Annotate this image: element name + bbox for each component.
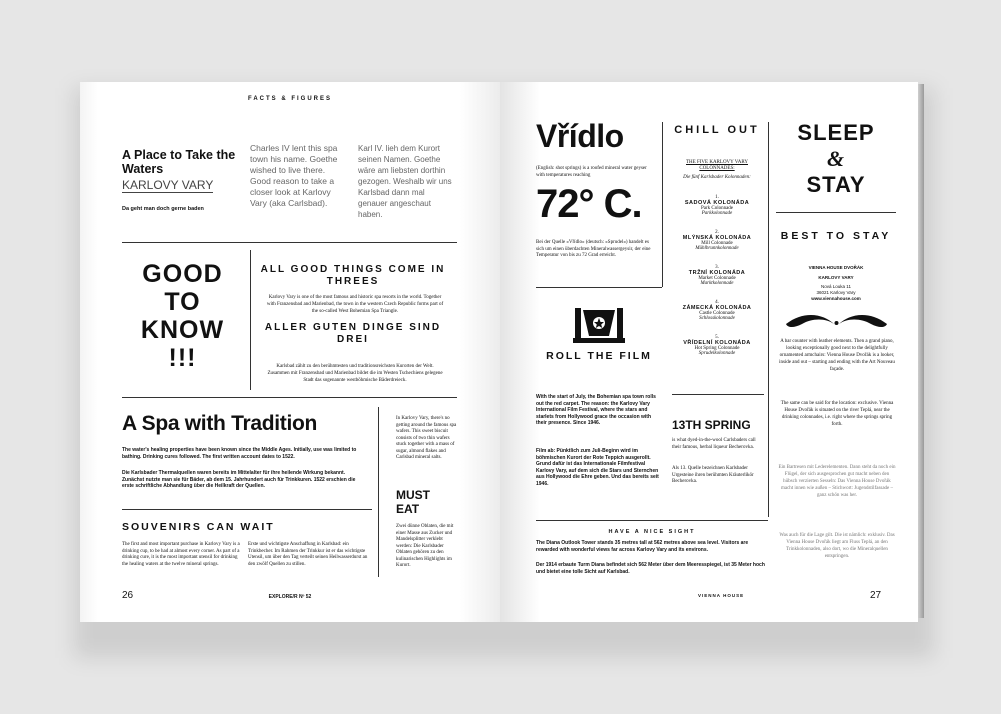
colonnade-name: SADOVÁ KOLONÁDA: [684, 200, 750, 206]
vridlo-title: Vřídlo: [536, 118, 624, 154]
tradition-title: A Spa with Tradition: [122, 412, 318, 435]
good-to-know-line: KNOW: [140, 316, 225, 344]
right-page: [500, 82, 918, 622]
colonnade-name: VŘÍDELNÍ KOLONÁDA: [683, 340, 751, 346]
must-eat-title: MUST EAT: [396, 488, 430, 516]
colonnade-name: MLÝNSKÁ KOLONÁDA: [682, 235, 752, 241]
section-header: FACTS & FIGURES: [247, 96, 332, 102]
divider: [122, 242, 457, 243]
tradition-german: Die Karlsbader Thermalquellen waren bereits im Mittelalter für ihre heilende Wirkung bekannt. Zunächst nutzte man sie für Bäder, ab dem 15. Jahrhundert auch für Trinkkuren. 1522 erschien die erste schriftliche Abhandlung über die Heilkraft der Quellen.: [122, 470, 356, 489]
good-to-know: [120, 260, 245, 372]
threes-en-body: Karlovy Vary is one of the most famous and historic spa resorts in the world. Together with Franzensbad and Marienbad, the town in the western Czech Republic forms part of the so-called West Bohemian Spa Triangle.: [266, 295, 444, 314]
threes-en-title: ALL GOOD THINGS COME IN THREES: [260, 264, 446, 287]
ornament-icon: [784, 312, 889, 337]
good-to-know-line: GOOD: [142, 260, 223, 288]
threes-de-title: ALLER GUTEN DINGE SIND DREI: [264, 322, 442, 345]
divider: [536, 520, 768, 521]
list-item: [672, 265, 762, 300]
divider: [776, 212, 896, 213]
spring-title: 13TH SPRING: [672, 418, 751, 432]
wafers-german: Zwei dünne Oblaten, die mit einer Masse aus Zucker und Mandelsplitter verklebt werden: Die Karlsbader Oblaten gehören zu den kulinarischen Highlights im Kurort.: [396, 524, 454, 568]
colonnade-number: 4.: [715, 300, 719, 305]
film-english: With the start of July, the Bohemian spa town rolls out the red carpet. The reason: the Karlovy Vary International Film Festival, where the stars and starlets from Hollywood grace the occasion with their presence. Since 1946.: [536, 394, 656, 426]
colonnade-name: TRŽNÍ KOLONÁDA: [688, 270, 746, 276]
list-item: [672, 230, 762, 265]
colonnade-english: Mill Colonnade: [701, 241, 733, 246]
sight-english: The Diana Outlook Tower stands 35 metres tall at 562 metres above sea level. Visitors are rewarded with wonderful views far across Karlovy Vary and its environs.: [536, 540, 749, 553]
sleep-stay-line: SLEEP: [797, 120, 875, 145]
hotel-english-location: The same can be said for the location: exclusive. Vienna House Dvořák is situated on the river Teplá, near the drinking colonnades, i.e. right where the springs spring forth.: [780, 401, 894, 427]
colonnade-german: Parkkolonnade: [701, 211, 733, 216]
magazine-footer: EXPLORE/R Nº 52: [268, 594, 312, 600]
divider: [662, 122, 663, 287]
page-number-right: 27: [870, 590, 882, 601]
colonnades-heading: THE FIVE KARLOVY VARY COLONNADES:: [686, 160, 748, 171]
colonnade-german: Schlosskolonnade: [699, 316, 735, 321]
intro-english: Charles IV lent this spa town his name. Goethe wished to live there. Good reason to take a closer look at Karlovy Vary (aka Carlsbad).: [250, 143, 338, 208]
colonnades-subheading: Die fünf Karlsbader Kolonnaden:: [683, 175, 751, 180]
tradition-english: The water's healing properties have been known since the Middle Ages. Initially, use was limited to bathing. Drinking cures followed. The first written account dates to 1522.: [122, 447, 357, 460]
sleep-stay-line: &: [826, 146, 846, 171]
colonnade-number: 5.: [715, 335, 719, 340]
film-title: ROLL THE FILM: [546, 350, 652, 362]
colonnade-german: Sprudelkolonnade: [698, 351, 736, 356]
wafers-english: In Karlovy Vary, there's no getting around the famous spa wafers. This sweet biscuit consists of two thin wafers stuck together with a mass of sugar, almond flakes and Carlsbad mineral salts.: [396, 416, 457, 460]
divider: [672, 394, 764, 395]
hotel-address-line1: Nová Louka 11: [821, 284, 851, 289]
souvenirs-german: Erste und wichtigste Anschaffung in Karlsbad: ein Trinkbecher. Im Rahmen der Trinkkur ist er das wichtigste Utensil, um über den Tag verteilt seinen Heilwasserdurst an den zwölf Quellen zu stillen.: [248, 542, 368, 567]
page-edge: [918, 84, 924, 618]
vridlo-english: (English: shot springs) is a roofed mineral water geyser with temperatures reaching: [536, 166, 647, 178]
spring-german: Als 13. Quelle bezeichnen Karlsbader Urgesteine ihren berühmten Kräuterlikör Becherovka.: [672, 466, 754, 484]
sight-title: HAVE A NICE SIGHT: [608, 529, 696, 535]
souvenirs-title: SOUVENIRS CAN WAIT: [122, 521, 275, 533]
spring-english: is what dyed-in-the-wool Carlsbaders call their famous, herbal liqueur Becherovka.: [672, 438, 756, 450]
list-item: [672, 300, 762, 335]
colonnade-name: ZÁMECKÁ KOLONÁDA: [682, 305, 752, 311]
list-item: [672, 335, 762, 370]
page-number-left: 26: [122, 590, 134, 601]
sleep-stay-title: [776, 120, 896, 198]
place-title: A Place to Take the Waters: [122, 148, 236, 176]
good-to-know-line: TO: [164, 288, 201, 316]
hotel-website[interactable]: www.viennahouse.com: [811, 296, 861, 301]
colonnade-number: 2.: [715, 230, 719, 235]
hotel-english: A bar counter with leather elements. Then a grand piano, looking exceptionally good next to the delightfully ornamented armchairs: Vienna House Dvořák is a looker, inside and out – starting and ending with the Art Nouveau façade.: [779, 339, 895, 372]
divider: [768, 122, 769, 517]
threes-de-body: Karlsbad zählt zu den berühmtesten und traditionsreichsten Kurorten der Welt. Zusammen mit Franzensbad und Marienbad bildet die im Westen Tschechiens gelegene Stadt das sogenannte westböhmische Bäderdreieck.: [267, 364, 443, 383]
divider: [378, 407, 379, 577]
hotel-german: Ein Bartresen mit Lederelementen. Dann steht da noch ein Flügel, der sich ausgesprochen gut macht neben den hübsch verzierten Sesseln: Das Vienna House Dvořák macht innen wie außen – Stichwort: Jugendstilfassade – ganz schön was her.: [778, 465, 896, 498]
good-to-know-line: !!!: [168, 344, 197, 372]
colonnade-german: Mühlbrunnkolonnade: [695, 246, 739, 251]
intro-german: Karl IV. lieh dem Kurort seinen Namen. Goethe wäre am liebsten dorthin gezogen. Weshalb wir uns Karlsbad dann mal genauer angeschaut haben.: [358, 144, 452, 219]
colonnade-english: Hot Spring Colonnade: [694, 346, 740, 351]
hotel-city: KARLOVY VARY: [818, 275, 854, 280]
place-subtitle: KARLOVY VARY: [122, 178, 214, 192]
colonnade-english: Park Colonnade: [700, 206, 734, 211]
colonnade-english: Market Colonnade: [698, 276, 736, 281]
divider: [250, 250, 251, 390]
best-to-stay-title: BEST TO STAY: [780, 230, 892, 242]
colonnade-english: Castle Colonnade: [699, 311, 735, 316]
sight-german: Der 1914 erbaute Turm Diana befindet sich 562 Meter über dem Meeresspiegel, ist 35 Meter hoch und bietet eine tolle Sicht auf Karlsbad.: [536, 562, 765, 575]
film-projector-icon: [571, 304, 627, 346]
colonnade-german: Marktkolonnade: [700, 281, 734, 286]
colonnade-number: 1.: [715, 195, 719, 200]
souvenirs-english: The first and most important purchase in Karlovy Vary is a drinking cup, to be had at almost every corner. As part of a drinking cure, it is the most important utensil for drinking the healing waters at the twelve mineral springs.: [122, 542, 240, 567]
left-page: [80, 82, 500, 622]
divider: [122, 397, 457, 398]
colonnade-list: [672, 195, 762, 370]
divider: [122, 509, 372, 510]
colonnade-number: 3.: [715, 265, 719, 270]
hotel-footer-logo: VIENNA HOUSE: [698, 593, 745, 598]
place-caption: Da geht man doch gerne baden: [122, 206, 204, 212]
hotel-name: VIENNA HOUSE DVOŘÁK: [808, 265, 864, 270]
chill-out-title: CHILL OUT: [674, 124, 760, 136]
divider: [536, 287, 662, 288]
hotel-german-location: Was auch für die Lage gilt. Die ist nämlich: exklusiv. Das Vienna House Dvořák liegt am Fluss Teplá, an den Trinkkolonnaden, also dort, wo die Mineralquellen entspringen.: [779, 533, 895, 559]
hotel-address-line2: 36021 Karlovy Vary: [816, 290, 856, 295]
temperature: 72° C.: [536, 182, 642, 226]
vridlo-german: Bei der Quelle »Vřídlo« (deutsch: »Sprudel«) handelt es sich um einen überdachten Mineralwassergeysir, der eine Temperatur von bis zu 72 Grad erreicht.: [536, 240, 651, 258]
sleep-stay-line: STAY: [806, 172, 866, 197]
film-german: Film ab: Pünktlich zum Juli-Beginn wird im böhmischen Kurort der Rote Teppich ausgerollt. Grund dafür ist das Internationale Filmfestival Karlovy Vary, auf dem sich die Stars und Sternchen aus Hollywood die Ehre geben. Und das bereits seit 1946.: [536, 448, 659, 487]
list-item: [672, 195, 762, 230]
film-icon: [536, 304, 662, 351]
